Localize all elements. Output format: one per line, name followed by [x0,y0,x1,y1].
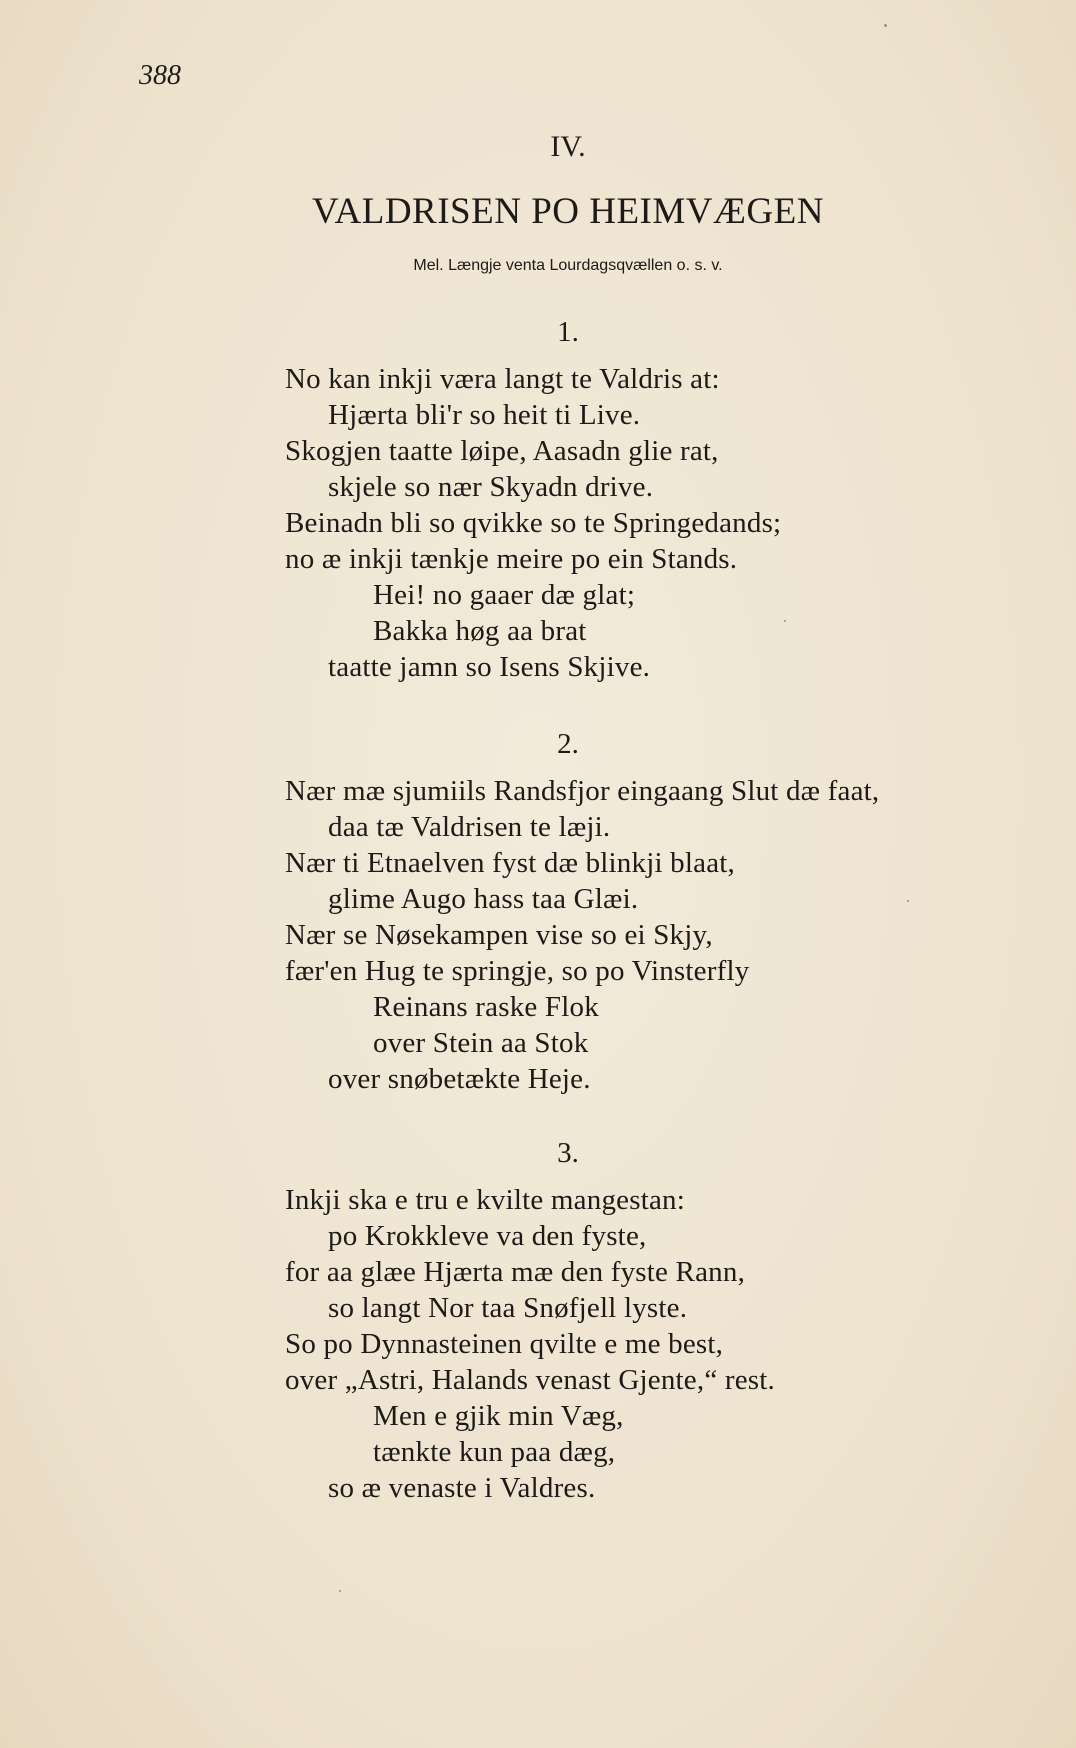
verse-line: so langt Nor taa Snøfjell lyste. [328,1292,688,1324]
verse-line: daa tæ Valdrisen te læji. [328,811,611,843]
verse-line: glime Augo hass taa Glæi. [328,883,639,915]
verse-line: So po Dynnasteinen qvilte e me best, [285,1328,724,1360]
page-number: 388 [139,60,181,91]
paper-speck [784,620,786,622]
verse-line: fær'en Hug te springje, so po Vinsterfly [285,955,750,987]
verse-line: over Stein aa Stok [373,1027,589,1059]
section-numeral: IV. [550,130,586,163]
verse-line: skjele so nær Skyadn drive. [328,471,654,503]
verse-line: over snøbetækte Heje. [328,1063,591,1095]
verse-line: for aa glæe Hjærta mæ den fyste Rann, [285,1256,746,1288]
verse-line: so æ venaste i Valdres. [328,1472,596,1504]
verse-line: Men e gjik min Væg, [373,1400,624,1432]
verse-line: Inkji ska e tru e kvilte mangestan: [285,1184,686,1216]
verse-line: Beinadn bli so qvikke so te Springedands; [285,507,782,539]
verse-line: tænkte kun paa dæg, [373,1436,616,1468]
verse-line: Bakka høg aa brat [373,615,587,647]
verse-line: Nær mæ sjumiils Randsfjor eingaang Slut dæ faat, [285,775,880,807]
verse-line: Reinans raske Flok [373,991,599,1023]
verse-line: Nær se Nøsekampen vise so ei Skjy, [285,919,713,951]
verse-line: po Krokkleve va den fyste, [328,1220,647,1252]
stanza-number: 1. [557,316,579,348]
verse-line: Hjærta bli'r so heit ti Live. [328,399,641,431]
verse-line: Nær ti Etnaelven fyst dæ blinkji blaat, [285,847,735,879]
verse-line: over „Astri, Halands venast Gjente,“ rest. [285,1364,775,1396]
melody-note: Mel. Længje venta Lourdagsqvællen o. s. v. [413,257,723,274]
stanza-number: 3. [557,1137,579,1169]
verse-line: no æ inkji tænkje meire po ein Stands. [285,543,738,575]
verse-line: taatte jamn so Isens Skjive. [328,651,651,683]
verse-line: Skogjen taatte løipe, Aasadn glie rat, [285,435,719,467]
paper-speck [884,24,887,27]
stanza-number: 2. [557,728,579,760]
verse-line: No kan inkji væra langt te Valdris at: [285,363,720,395]
paper-speck [339,1590,341,1592]
paper-speck [907,900,909,902]
poem-title: VALDRISEN PO HEIMVÆGEN [312,191,824,232]
verse-line: Hei! no gaaer dæ glat; [373,579,636,611]
